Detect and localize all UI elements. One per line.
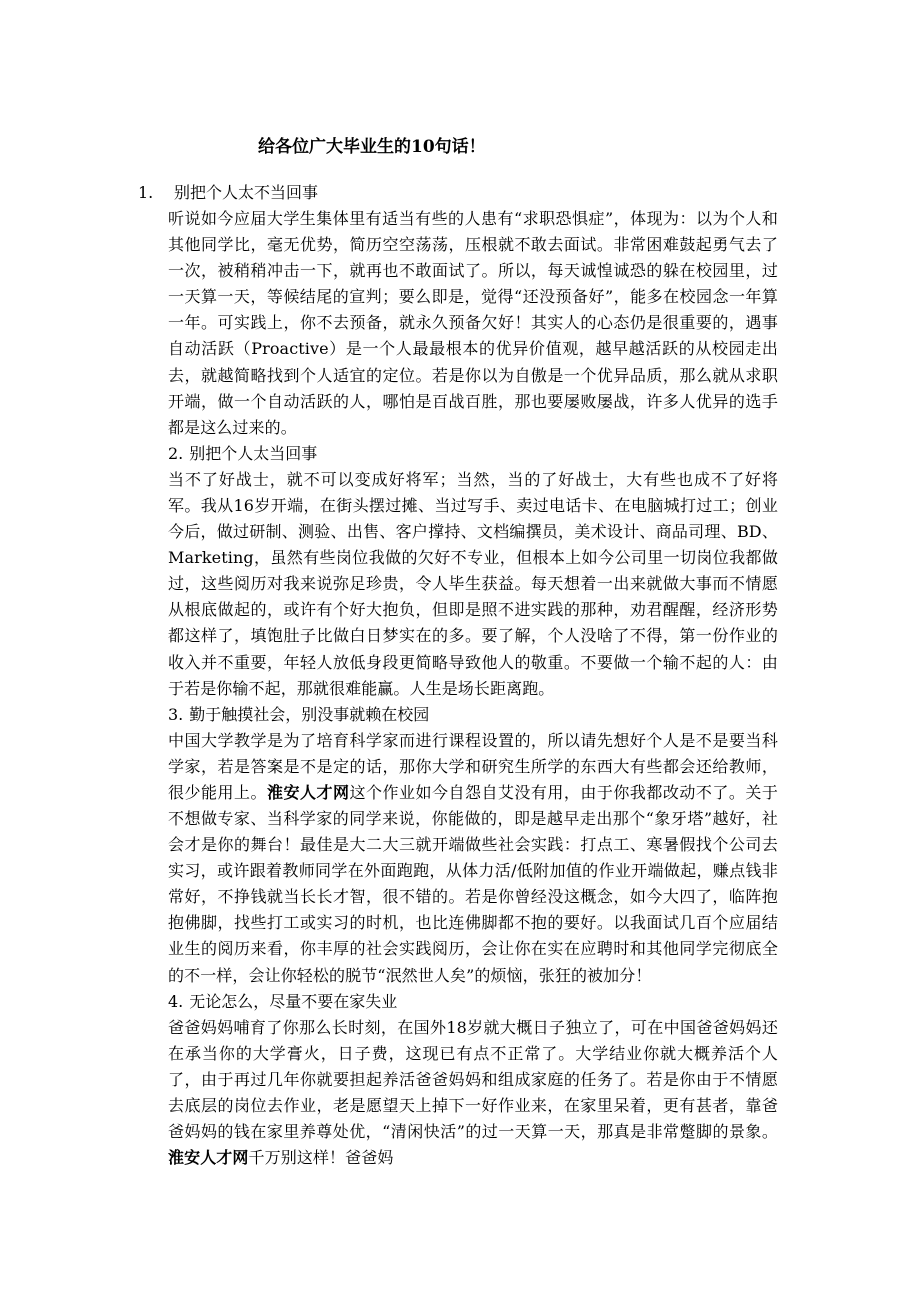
- document-title: 给各位广大毕业生的10句话！: [258, 137, 486, 157]
- section-paragraph-3: [168, 728, 778, 989]
- document-body: [138, 180, 778, 1171]
- section-number: 3.: [168, 704, 184, 724]
- section-number: 4.: [168, 991, 184, 1011]
- section-number: 1.: [138, 183, 154, 202]
- section-heading-3: [168, 702, 778, 728]
- section-heading-text: 勤于触摸社会，别没事就赖在校园: [189, 704, 430, 724]
- section-paragraph-1: 听说如今应届大学生集体里有适当有些的人患有“求职恐惧症”，体现为：以为个人和其他同学比，毫无优势，简历空空荡荡，压根就不敢去面试。非常困难鼓起勇气去了一次，被稍稍冲击一下，就再也不敢面试了。所以，每天诚惶诚恐的躲在校园里，过一天算一天，等候结尾的宣判；要么即是，觉得“还没预备好”，能多在校园念一年算一年。可实践上，你不去预备，就永久预备欠好！其实人的心态仍是很重要的，遇事自动活跃（Proactive）是一个人最最根本的优异价值观，越早越活跃的从校园走出去，就越简略找到个人适宜的定位。若是你以为自傲是一个优异品质，那么就从求职开端，做一个自动活跃的人，哪怕是百战百胜，那也要屡败屡战，许多人优异的选手都是这么过来的。: [168, 209, 778, 437]
- section-heading-text: 别把个人太当回事: [189, 443, 318, 463]
- section-paragraph-4: [168, 1015, 778, 1172]
- paragraph-text: 爸爸妈妈哺育了你那么长时刻，在国外18岁就大概日子独立了，可在中国爸爸妈妈还在承当你的大学膏火，日子费，这现已有点不正常了。大学结业你就大概养活个人了，由于再过几年你就要担起养活爸爸妈妈和组成家庭的任务了。若是你由于不情愿去底层的岗位去作业，老是愿望天上掉下一好作业来，在家里呆着，更有甚者，靠爸爸妈妈的钱在家里养尊处优，“清闲快活”的过一天算一天，那真是非常蹩脚的景象。: [168, 1017, 778, 1141]
- paragraph-text: 这个作业如今自怨自艾没有用，由于你我都改动不了。关于不想做专家、当科学家的同学来说，你能做的，即是越早走出那个“象牙塔”越好，社会才是你的舞台！最佳是大二大三就开端做些社会实践：打点工、寒暑假找个公司去实习，或许跟着教师同学在外面跑跑，从体力活/低附加值的作业开端做起，赚点钱非常好，不挣钱就当长长才智，很不错的。若是你曾经没这概念，如今大四了，临阵抱抱佛脚，找些打工或实习的时机，也比连佛脚都不抱的要好。以我面试几百个应届结业生的阅历来看，你丰厚的社会实践阅历，会让你在实在应聘时和其他同学完彻底全的不一样，会让你轻松的脱节“泯然世人矣”的烦恼，张狂的被加分！: [168, 782, 778, 985]
- section-paragraph-2: 当不了好战士，就不可以变成好将军；当然，当的了好战士，大有些也成不了好将军。我从16岁开端，在街头摆过摊、当过写手、卖过电话卡、在电脑城打过工；创业今后，做过研制、测验、出售、客户撑持、文档编撰员，美术设计、商品司理、BD、Marketing，虽然有些岗位我做的欠好不专业，但根本上如今公司里一切岗位我都做过，这些阅历对我来说弥足珍贵，令人毕生获益。每天想着一出来就做大事而不情愿从根底做起的，或许有个好大抱负，但即是照不进实践的那种，劝君醒醒，经济形势都这样了，填饱肚子比做白日梦实在的多。要了解，个人没啥了不得，第一份作业的收入并不重要，年轻人放低身段更简略导致他人的敬重。不要做一个输不起的人：由于若是你输不起，那就很难能赢。人生是场长距离跑。: [168, 469, 778, 698]
- paragraph-text: 千万别这样！爸爸妈: [248, 1148, 394, 1168]
- keyword-link: 淮安人才网: [266, 782, 350, 802]
- section-heading-text: 别把个人太不当回事: [174, 183, 319, 202]
- section-number: 2.: [168, 443, 184, 463]
- section-heading-1: [138, 180, 778, 206]
- section-heading-text: 无论怎么，尽量不要在家失业: [189, 991, 398, 1011]
- keyword-link: 淮安人才网: [168, 1148, 249, 1168]
- section-heading-2: [168, 441, 778, 467]
- section-heading-4: [168, 989, 778, 1015]
- paragraph-text: 中国大学教学是为了培育科学家而进行课程设置的，所以请先想好个人是不是要当科学家，若是答案是不是定的话，那你大学和研究生所学的东西大有些都会还给教师，很少能用上。: [168, 730, 778, 802]
